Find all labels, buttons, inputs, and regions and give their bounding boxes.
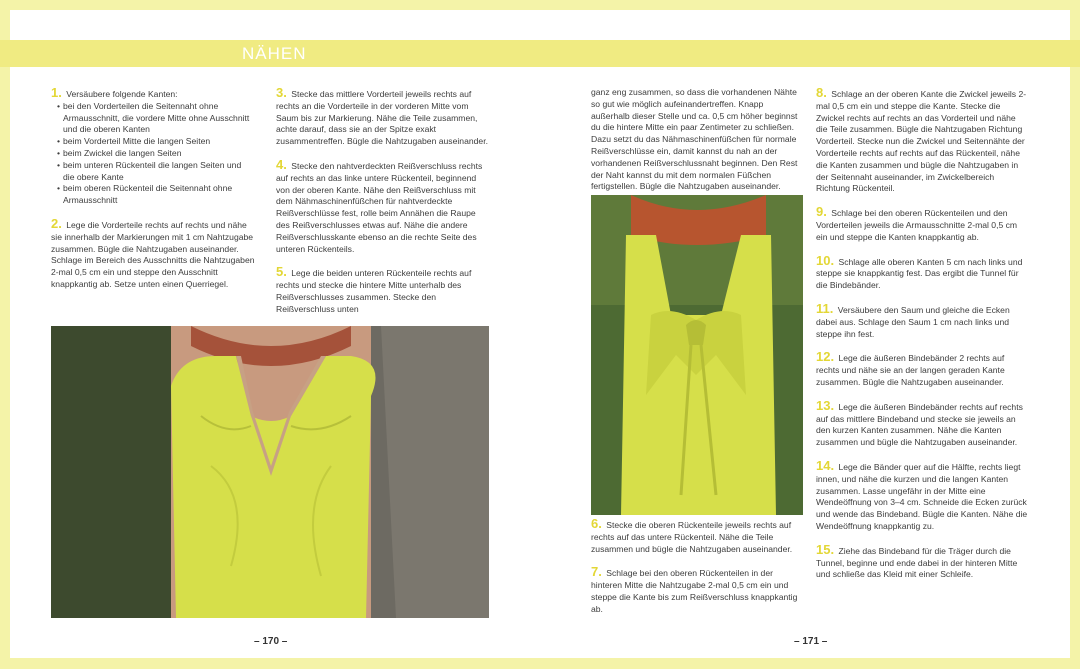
step-11 bbox=[816, 300, 1028, 340]
step-number: 4. bbox=[276, 156, 287, 172]
step-number: 8. bbox=[816, 85, 827, 100]
step-text: Lege die äußeren Bindebänder rechts auf rechts auf das mittlere Bindeband und stecke sie jeweils an den kurzen Kanten zusammen. Nähe die Kanten zusammen und bügle die Nahtzugaben auseinander. bbox=[816, 401, 1023, 448]
step-text: Schlage alle oberen Kanten 5 cm nach links und steppe sie knappkantig fest. Das ergibt die Tunnel für die Bindebänder. bbox=[816, 256, 1023, 291]
section-title: NÄHEN bbox=[242, 44, 307, 63]
step-number: 15. bbox=[816, 541, 835, 557]
step-text: Schlage bei den oberen Rückenteilen in der hinteren Mitte die Nahtzugabe 2-mal 0,5 cm ein und steppe die Kante bis zum Reißverschluss knappkantig ab. bbox=[591, 568, 798, 614]
step-text: Stecke den nahtverdeckten Reißverschluss rechts auf rechts an das linke untere Rückenteil, beginnend von der oberen Kante. Nähe den Reißverschluss mit dem Nähmaschinenfüßchen für nahtverdeckte Reißverschlüsse fest, rolle beim Annähen die Raupe des Reißverschlusses etwas auf. Nähe die andere Reißverschlusskante ebenso an die rechte Seite des unteren Rückenteils. bbox=[276, 160, 483, 254]
step-12 bbox=[816, 351, 1028, 388]
step-number: 13. bbox=[816, 397, 835, 413]
step-14 bbox=[816, 457, 1028, 533]
bullet-item: • beim Zwickel die langen Seiten bbox=[51, 148, 255, 160]
step-number: 1. bbox=[51, 85, 62, 100]
dress-back-illustration bbox=[591, 195, 803, 515]
step-10 bbox=[816, 252, 1028, 292]
step-5 bbox=[276, 266, 488, 315]
step-number: 11. bbox=[816, 300, 834, 316]
step-number: 2. bbox=[51, 215, 62, 231]
step-text: Ziehe das Bindeband für die Träger durch die Tunnel, beginne und ende dabei in der hinteren Mitte und schließe das Kleid mit einer Schleife. bbox=[816, 545, 1018, 580]
step-number: 3. bbox=[276, 85, 287, 100]
step-text: Lege die Bänder quer auf die Hälfte, rechts liegt innen, und nähe die kurzen und die langen Kanten zusammen. Lasse ungefähr in der Mitte eine Wendeöffnung von 3–4 cm. Schneide die Ecken zurück und wende das Bindeband. Bügle die Kanten. Nähe die Wendeöffnung knappkantig zu. bbox=[816, 461, 1028, 531]
right-column-3-bottom bbox=[591, 518, 803, 627]
step-number: 9. bbox=[816, 204, 827, 220]
section-band bbox=[0, 40, 1080, 67]
continued-text: ganz eng zusammen, so dass die vorhandenen Nähte so gut wie möglich aufeinandertreffen. Knapp außerhalb dieser Stelle und ca. 0,5 cm höher beginnst du die hintere Mitte ein paar Zentimeter zu schließen. Dazu setzt du das Nähmaschinenfüßchen für normale Reißverschlüsse ein, damit kannst du nah an der vorhandenen Reißverschlussnaht beginnen. Den Rest der Naht kannst du mit dem normalen Füßchen fertigstellen. Bügle die Nahtzugaben auseinander. bbox=[591, 87, 798, 192]
step-text: Lege die Vorderteile rechts auf rechts und nähe sie innerhalb der Markierungen mit 1 cm Nahtzugabe zusammen. Bügle die Nahtzugaben auseinander. Schlage im Bereich des Ausschnitts die Nahtzugaben 2-mal 0,5 cm ein und steppe den Ausschnitt knappkantig ab. Setze unten einen Querriegel. bbox=[51, 219, 255, 289]
step-2 bbox=[51, 215, 255, 291]
step-number: 12. bbox=[816, 349, 835, 365]
step-number: 10. bbox=[816, 252, 835, 268]
step-15 bbox=[816, 541, 1028, 581]
bullet-item: • beim Vorderteil Mitte die langen Seiten bbox=[51, 136, 255, 148]
step-text: Schlage bei den oberen Rückenteilen und den Vorderteilen jeweils die Armausschnitte 2-mal 0,5 cm ein und steppe die Kanten knappkantig ab. bbox=[816, 208, 1018, 242]
step-text: Stecke das mittlere Vorderteil jeweils rechts auf rechts an die Vorderteile in der vorderen Mitte vom Saum bis zur Markierung. Nähe die Teile zusammen, achte darauf, dass sie an der Spitze exakt zusammentreffen. Bügle die Nahtzugaben auseinander. bbox=[276, 89, 488, 147]
step-text: Versäubere folgende Kanten: bbox=[66, 89, 178, 99]
page-number-right: – 171 – bbox=[794, 636, 828, 647]
dress-front-illustration bbox=[51, 326, 489, 618]
dress-back-photo bbox=[591, 195, 803, 515]
page-number-left: – 170 – bbox=[254, 636, 288, 647]
step-7 bbox=[591, 566, 803, 615]
dress-front-photo bbox=[51, 326, 489, 618]
right-column-4 bbox=[816, 87, 1028, 592]
step-number: 14. bbox=[816, 457, 835, 473]
step-text: Versäubere den Saum und gleiche die Ecken dabei aus. Schlage den Saum 1 cm nach links und steppe ihn fest. bbox=[816, 304, 1010, 339]
step-4 bbox=[276, 156, 488, 255]
step-9 bbox=[816, 206, 1028, 243]
step-number: 7. bbox=[591, 564, 602, 580]
step-3 bbox=[276, 87, 488, 148]
step-6 bbox=[591, 518, 803, 555]
step-text: Lege die beiden unteren Rückenteile rechts auf rechts und stecke die hintere Mitte unterhalb des Reißverschlusses zusammen. Stecke den Reißverschluss unten bbox=[276, 268, 472, 314]
bullet-item: • beim oberen Rückenteil die Seitennaht ohne Armausschnitt bbox=[51, 183, 255, 207]
left-column-1 bbox=[51, 87, 255, 302]
bullet-item: • bei den Vorderteilen die Seitennaht ohne Armausschnitt, die vordere Mitte ohne Ausschnitt und die oberen Kanten bbox=[51, 101, 255, 136]
step-number: 6. bbox=[591, 516, 602, 531]
left-column-2 bbox=[276, 87, 488, 327]
step-8 bbox=[816, 87, 1028, 195]
step-1 bbox=[51, 87, 255, 207]
bullet-item: • beim unteren Rückenteil die langen Seiten und die obere Kante bbox=[51, 160, 255, 184]
step-13 bbox=[816, 397, 1028, 449]
right-column-3-top bbox=[591, 87, 803, 193]
step-text: Schlage an der oberen Kante die Zwickel jeweils 2-mal 0,5 cm ein und steppe die Kante. Stecke die Zwickel rechts auf rechts an das Vorderteil und nähe die Teile zusammen. Bügle die Nahtzugaben Richtung Vorderteil. Stecke nun die Zwickel und Seitennähte der Vorderteile rechts auf rechts auf das Rückenteil, nähe die Kanten zusammen und bügle die Nahtzugaben in der Seitennaht auseinander, im Zwickelbereich Richtung Rückenteil. bbox=[816, 89, 1027, 194]
step-text: Stecke die oberen Rückenteile jeweils rechts auf rechts auf das untere Rückenteil. Nähe die Teile zusammen und bügle die Nahtzugaben auseinander. bbox=[591, 520, 793, 554]
step-text: Lege die äußeren Bindebänder 2 rechts auf rechts und nähe sie an der langen geraden Kante zusammen. Bügle die Nahtzugaben auseinander. bbox=[816, 353, 1005, 387]
step-number: 5. bbox=[276, 264, 287, 280]
